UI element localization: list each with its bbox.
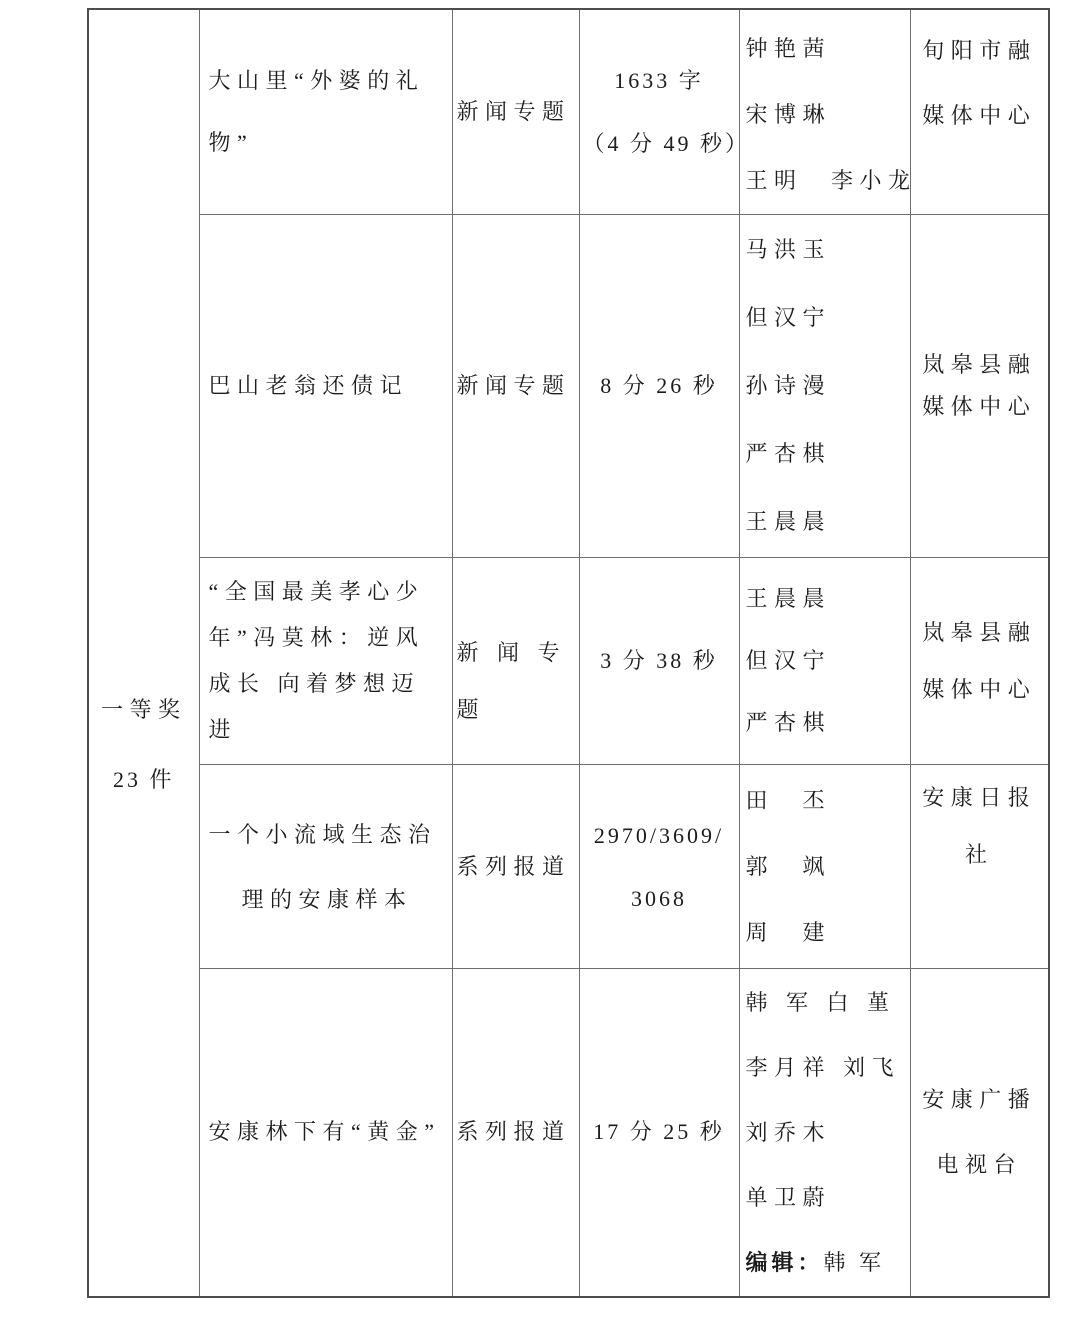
org-line: 媒体中心 [922,677,1037,702]
length-line: 3 分 38 秒 [600,648,718,673]
table-row [88,558,1049,765]
table-row [88,765,1049,969]
title-line: 年”冯莫林：逆风 [208,625,425,650]
org-line: 安康日报 [922,785,1037,810]
title-line: 安康林下有“黄金” [208,1119,441,1145]
title-line: 物” [208,130,254,155]
organization-cell [910,765,1049,969]
type-line: 系列报道 [456,1119,571,1145]
title-line: 理的安康样本 [241,886,413,912]
org-line: 岚皋县融 [922,620,1037,645]
title-line: 进 [208,717,238,742]
authors-cell [739,558,910,765]
length-cell [579,765,739,969]
author-name: 马洪玉 [745,237,832,262]
author-name: 宋博琳 [745,102,832,127]
org-line: 媒体中心 [922,103,1037,128]
author-name: 单卫蔚 [745,1184,832,1210]
length-line: （4 分 49 秒） [582,131,751,156]
organization-cell [910,969,1049,1297]
length-line: 1633 字 [614,68,704,93]
length-cell [579,9,751,215]
author-name: 王晨晨 [745,586,832,611]
authors-cell [739,215,910,558]
organization-cell [910,9,1049,215]
title-cell [199,765,452,969]
author-name: 刘乔木 [745,1119,832,1145]
awards-table [87,8,1050,1298]
award-count: 23 件 [112,767,175,793]
type-line: 题 [456,697,486,722]
type-line: 系列报道 [456,853,571,879]
title-cell [199,558,452,765]
type-line: 新闻专题 [456,99,571,124]
org-line: 旬阳市融 [922,38,1037,63]
length-line: 17 分 25 秒 [593,1119,725,1145]
title-line: 大山里“外婆的礼 [208,68,425,93]
author-name: 但汉宁 [745,648,832,673]
author-name: 严杏棋 [745,710,832,735]
author-name: 但汉宁 [745,305,832,330]
length-line: 2970/3609/ [593,822,725,848]
table-row [88,9,1049,215]
editor-label: 编辑： [745,1249,824,1275]
title-line: 一个小流域生态治 [208,821,437,847]
type-cell [452,558,579,765]
length-cell [579,969,739,1297]
title-cell [199,215,452,558]
length-line: 3068 [631,885,687,911]
author-name: 韩 军 白 堇 [745,989,896,1015]
length-cell [579,215,739,558]
type-line: 新闻专题 [456,373,571,398]
title-line: 巴山老翁还债记 [208,373,409,398]
org-line: 岚皋县融 [922,352,1037,377]
type-cell [452,215,579,558]
organization-cell [910,558,1049,765]
author-name: 严杏棋 [745,441,832,466]
title-cell [199,9,452,215]
title-line: “全国最美孝心少 [208,579,425,604]
org-line: 媒体中心 [922,394,1037,419]
organization-cell [910,215,1049,558]
org-line: 安康广播 [922,1087,1037,1113]
award-cell [88,9,199,1297]
author-name: 田 丕 [745,787,832,813]
length-line: 8 分 26 秒 [600,373,718,398]
table-row [88,969,1049,1297]
length-cell [579,558,739,765]
author-name: 李月祥 刘飞 [745,1054,901,1080]
title-cell [199,969,452,1297]
author-name: 周 建 [745,919,832,945]
org-line: 电视台 [936,1152,1022,1178]
authors-cell [739,969,910,1297]
title-line: 成长 向着梦想迈 [208,671,421,696]
type-line: 新 闻 专 [456,640,567,665]
authors-cell [739,765,910,969]
type-cell [452,9,579,215]
editor-line [746,1230,908,1295]
type-cell [452,969,579,1297]
editor-name: 韩 军 [823,1249,886,1275]
author-name: 王晨晨 [745,509,832,534]
award-name: 一等奖 [100,697,187,723]
author-name: 钟艳茜 [745,36,832,61]
table-row [88,215,1049,558]
type-cell [452,765,579,969]
authors-cell [739,9,917,215]
author-name: 孙诗漫 [745,373,832,398]
org-line: 社 [964,842,994,867]
author-name: 郭 飒 [745,853,832,879]
author-name: 王明 李小龙 [745,168,917,193]
